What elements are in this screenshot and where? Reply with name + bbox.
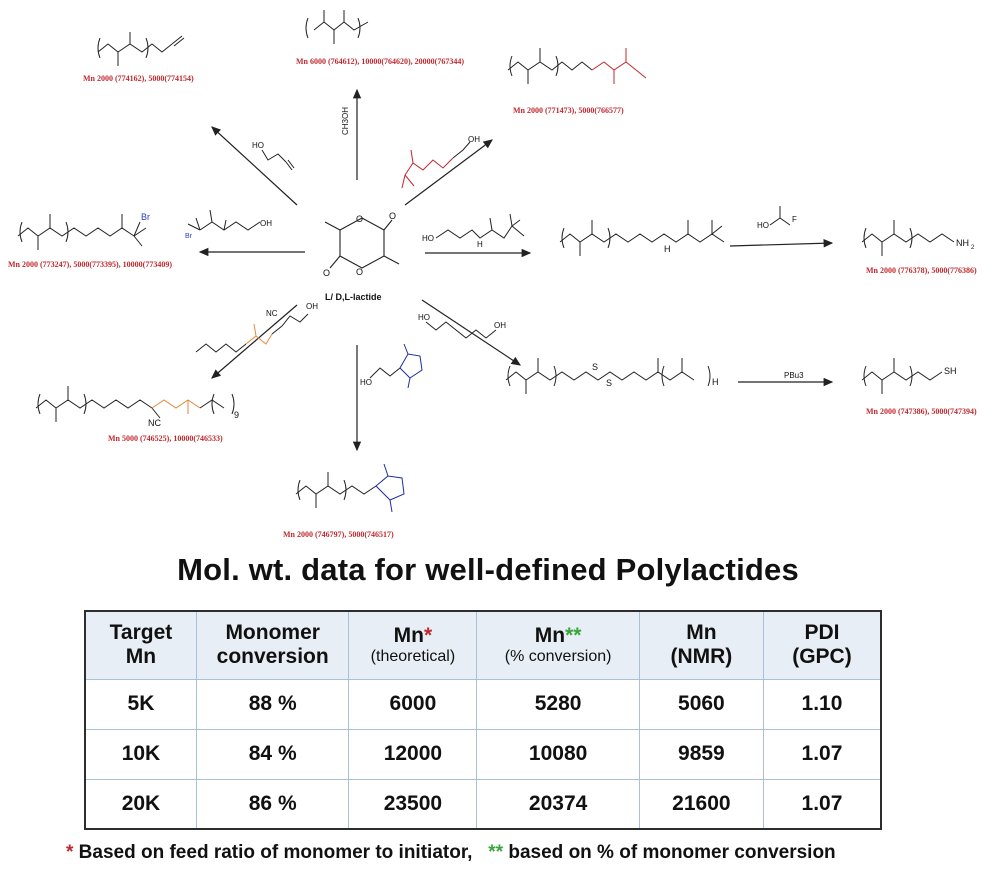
- product-bromo: [18, 214, 146, 250]
- arrow-deprotect: [730, 243, 832, 246]
- methanol-reagent: CH3OH: [341, 106, 350, 135]
- arrow-disulfide: [422, 300, 520, 365]
- cell-target-mn: 20K: [85, 779, 196, 829]
- lactide-structure: [325, 218, 399, 268]
- footnote-star-2: **: [488, 842, 504, 863]
- table-body: [85, 679, 881, 829]
- header-mn-theoretical: Mn* (theoretical): [349, 611, 477, 679]
- thiol-sh: SH: [944, 366, 957, 376]
- bromo-oh-reagent: OH: [260, 219, 272, 228]
- mn-raft: Mn 5000 (746525), 10000(746533): [108, 434, 223, 443]
- product-methacrylate: [508, 48, 646, 84]
- header-mn-nmr: Mn (NMR): [639, 611, 763, 679]
- raft-nine: 9: [234, 410, 240, 420]
- boc-nh: H: [477, 240, 483, 249]
- table-row: [85, 779, 881, 829]
- mn-propargyl: Mn 2000 (774162), 5000(774154): [83, 74, 194, 83]
- disulfide-s1: S: [592, 362, 599, 372]
- bromo-br-reagent: Br: [185, 233, 192, 240]
- cell-mn-nmr: 5060: [639, 679, 763, 729]
- mn-maleimide: Mn 2000 (746797), 5000(746517): [283, 530, 394, 539]
- cell-mn-conversion: 20374: [477, 779, 639, 829]
- header-mn-conversion: Mn** (% conversion): [477, 611, 639, 679]
- footnote-text-1: Based on feed ratio of monomer to initiator,: [73, 842, 473, 863]
- product-boc-intermediate: [560, 220, 724, 256]
- raft-oh-reagent: OH: [306, 302, 318, 311]
- bromo-br: Br: [141, 212, 150, 222]
- product-methyl: [306, 10, 368, 44]
- mn-methyl: Mn 6000 (764612), 10000(764620), 20000(767344): [296, 57, 464, 66]
- raft-nc-reagent: NC: [266, 309, 278, 318]
- cell-mn-conversion: 5280: [477, 679, 639, 729]
- bromo-initiator-reagent: [188, 210, 260, 230]
- boc-aminopropanol-reagent: [436, 214, 524, 238]
- product-thiol: [862, 358, 942, 394]
- cell-mn-theoretical: 6000: [349, 679, 477, 729]
- cell-mn-nmr: 9859: [639, 729, 763, 779]
- disulfide-ho: HO: [418, 313, 430, 322]
- tfa-ho: HO: [757, 221, 769, 230]
- cell-target-mn: 5K: [85, 679, 196, 729]
- table-row: [85, 679, 881, 729]
- tfa-f: F: [792, 215, 797, 224]
- lactide-o4: O: [323, 268, 331, 278]
- mn-bromo: Mn 2000 (773247), 5000(773395), 10000(773409): [8, 260, 172, 269]
- maleimide-reagent: [370, 344, 422, 388]
- lactide-o2: O: [356, 267, 364, 277]
- footnote-star-1: *: [66, 842, 74, 863]
- table-title: Mol. wt. data for well-defined Polylactides: [177, 552, 799, 587]
- table-header-row: [85, 611, 881, 679]
- boc-intermediate-nh: H: [664, 244, 671, 254]
- cell-monomer-conversion: 86 %: [196, 779, 349, 829]
- table-row: [85, 729, 881, 779]
- pbu3-reagent: PBu3: [784, 371, 804, 380]
- cell-mn-theoretical: 23500: [349, 779, 477, 829]
- header-pdi-gpc: PDI (GPC): [763, 611, 881, 679]
- cell-mn-theoretical: 12000: [349, 729, 477, 779]
- header-target-mn: Target Mn: [85, 611, 196, 679]
- disulfide-diol-reagent: [426, 322, 496, 338]
- cell-monomer-conversion: 84 %: [196, 729, 349, 779]
- cell-target-mn: 10K: [85, 729, 196, 779]
- tfa-reagent: [770, 206, 790, 225]
- disulfide-s2: S: [606, 378, 613, 388]
- mn-methacrylate: Mn 2000 (771473), 5000(766577): [513, 106, 624, 115]
- cell-mn-nmr: 21600: [639, 779, 763, 829]
- maleimide-ho: HO: [360, 378, 372, 387]
- cell-mn-conversion: 10080: [477, 729, 639, 779]
- cell-monomer-conversion: 88 %: [196, 679, 349, 729]
- header-monomer-conversion: Monomer conversion: [196, 611, 349, 679]
- arrow-propargyl: [212, 127, 297, 205]
- arrow-raft: [212, 305, 297, 378]
- product-amine: [862, 220, 954, 256]
- cell-pdi: 1.07: [763, 779, 881, 829]
- lactide-label: L/ D,L-lactide: [325, 292, 382, 302]
- footnote-text-2: based on % of monomer conversion: [503, 842, 836, 863]
- reaction-arrows: [200, 90, 832, 450]
- table-header: [85, 611, 881, 679]
- amine-nh2: NH: [956, 238, 969, 248]
- lactide-o3: O: [389, 211, 397, 221]
- raft-nc: NC: [148, 418, 161, 428]
- amine-nh2-sub: 2: [971, 245, 975, 251]
- footnote: [66, 842, 836, 864]
- propargyl-alcohol-reagent: [262, 150, 294, 170]
- cell-pdi: 1.10: [763, 679, 881, 729]
- arrow-methacrylate: [405, 140, 492, 205]
- cell-pdi: 1.07: [763, 729, 881, 779]
- disulfide-oh: OH: [494, 321, 506, 330]
- molecular-weight-table: [84, 610, 882, 830]
- lactide-o1: O: [356, 214, 364, 224]
- propargyl-ho: HO: [252, 141, 264, 150]
- raft-agent-reagent: [196, 314, 308, 352]
- mn-thiol: Mn 2000 (747386), 5000(747394): [866, 407, 977, 416]
- boc-ho: HO: [422, 234, 434, 243]
- mn-amine: Mn 2000 (776378), 5000(776386): [866, 266, 977, 275]
- hema-oh: OH: [468, 135, 480, 144]
- product-maleimide: [296, 464, 404, 512]
- disulfide-h: H: [712, 377, 719, 387]
- product-propargyl: [98, 32, 184, 66]
- product-raft: [36, 386, 234, 422]
- product-disulfide: [506, 358, 710, 394]
